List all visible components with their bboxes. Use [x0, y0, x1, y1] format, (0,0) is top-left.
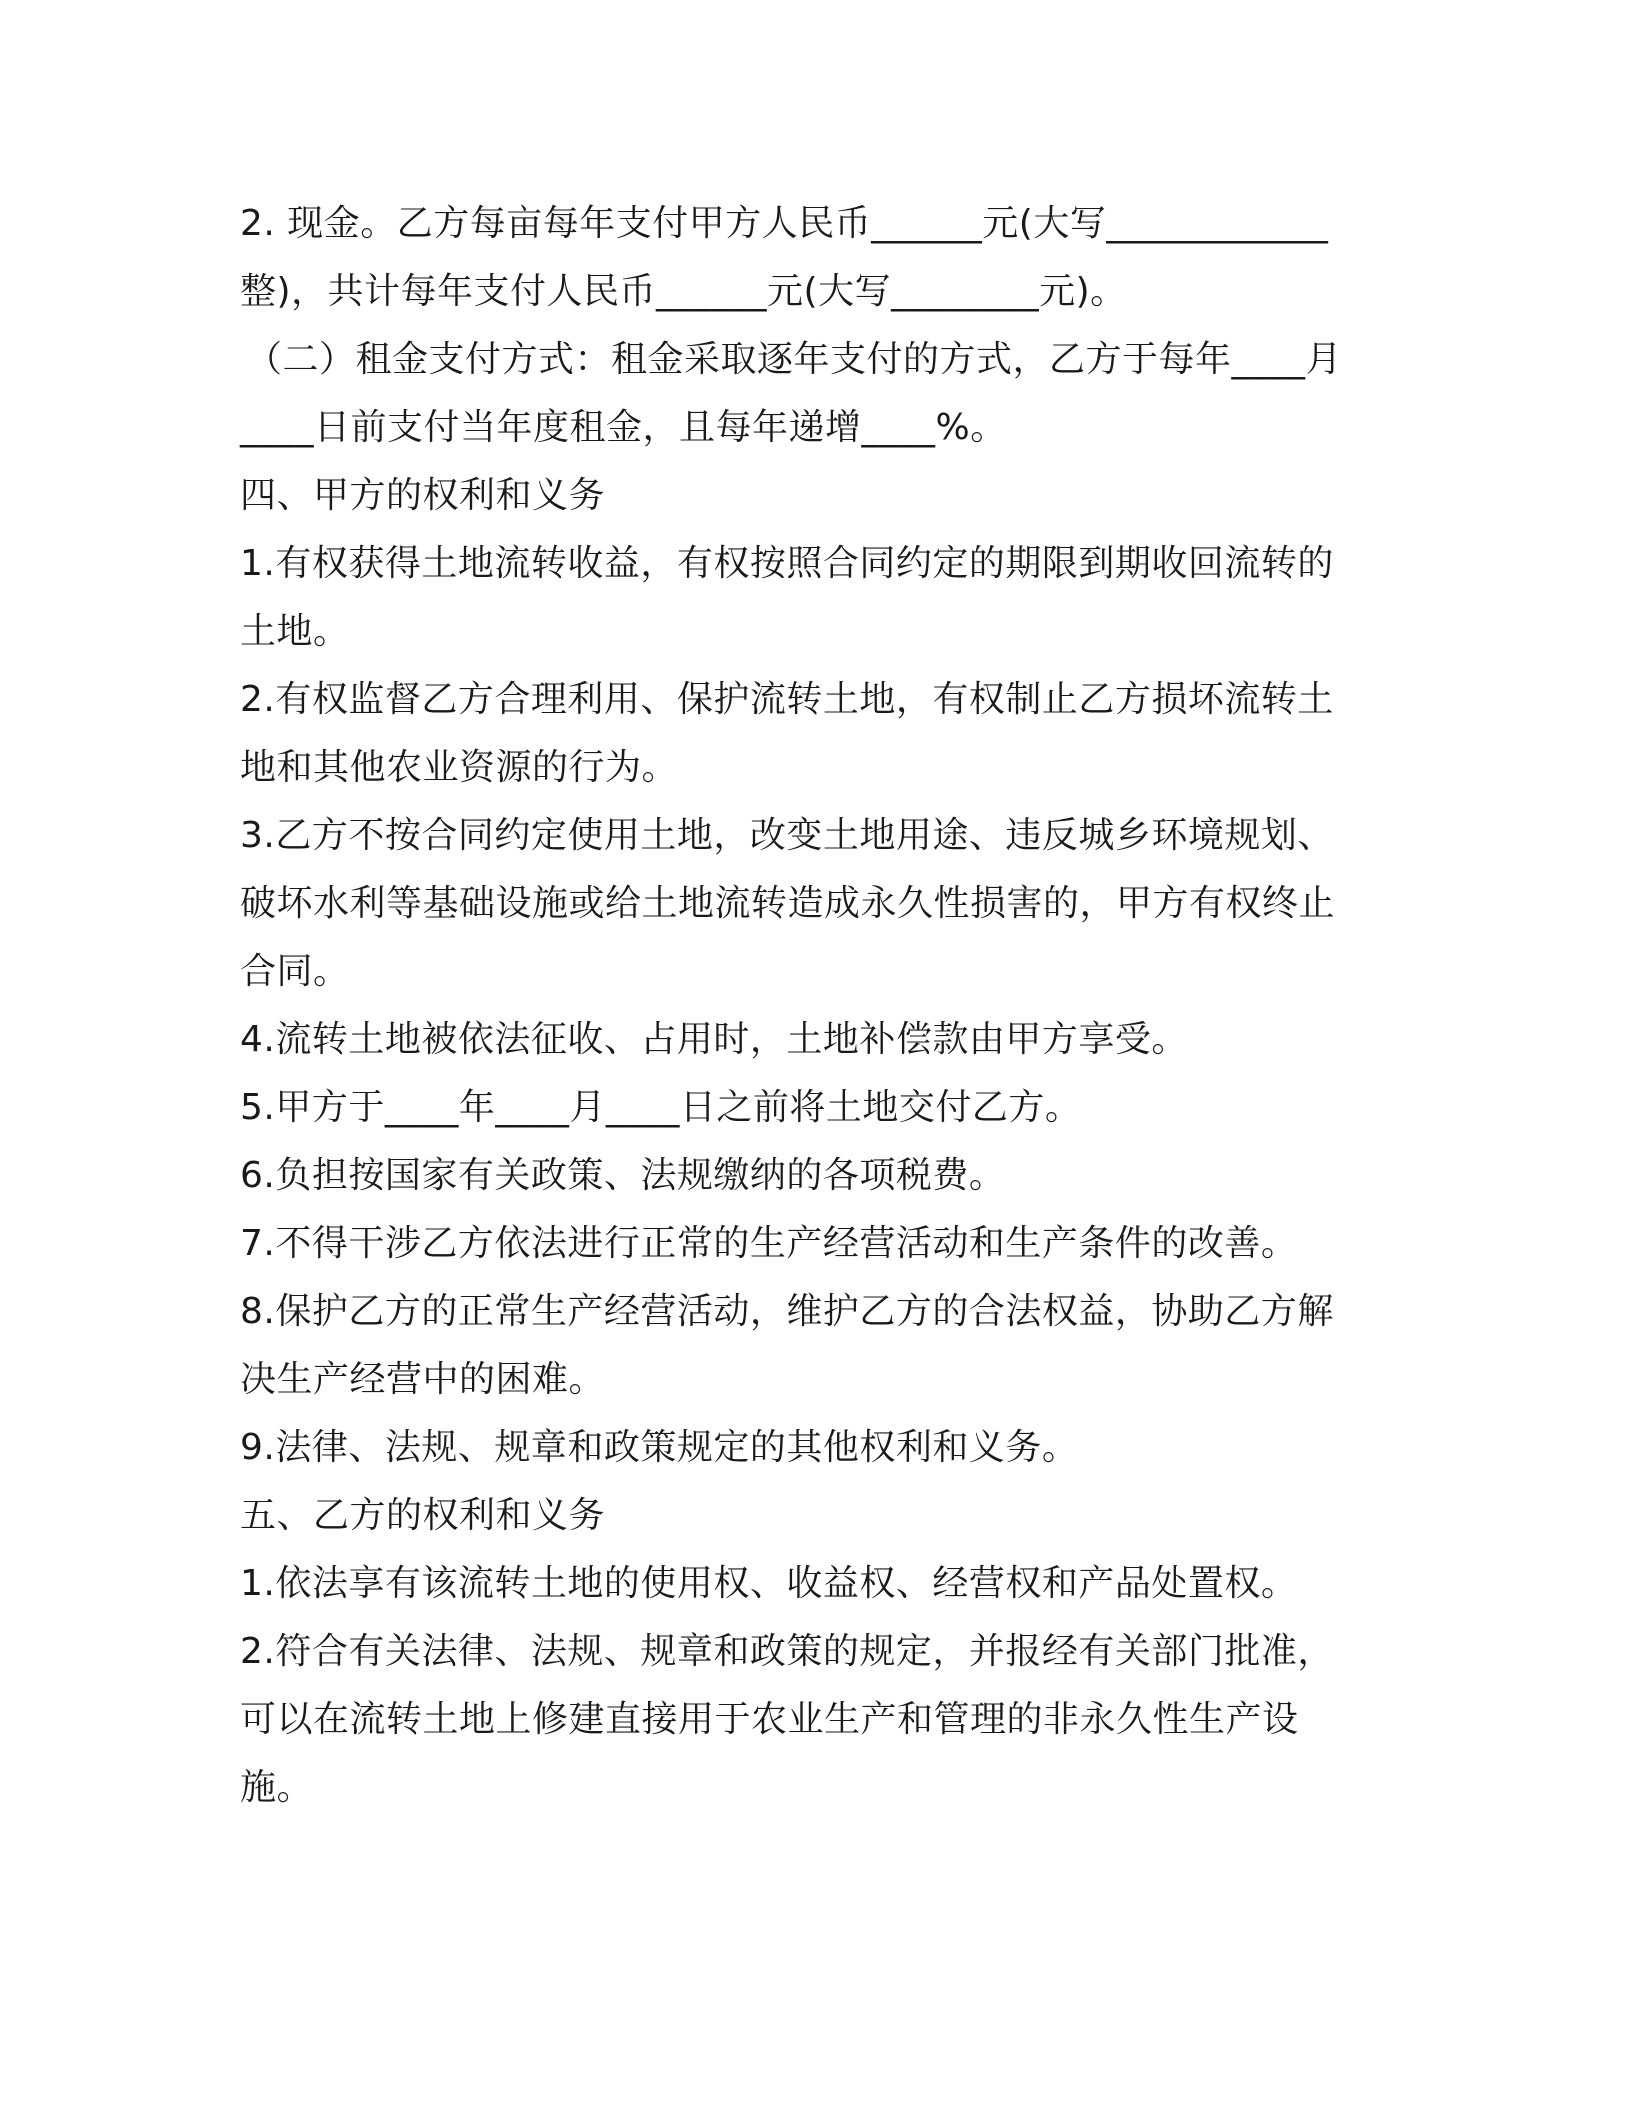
section-heading-party-a: 四、甲方的权利和义务 [240, 475, 606, 516]
party-a-item-9: 9.法律、法规、规章和政策规定的其他权利和义务。 [240, 1427, 1079, 1468]
party-a-item-8-line-1: 8.保护乙方的正常生产经营活动，维护乙方的合法权益，协助乙方解 [240, 1291, 1334, 1332]
party-a-item-2-line-1: 2.有权监督乙方合理利用、保护流转土地，有权制止乙方损坏流转土 [240, 679, 1334, 720]
payment-cash-line-1: 2. 现金。乙方每亩每年支付甲方人民币______元(大写____________ [240, 203, 1329, 244]
party-b-item-1: 1.依法享有该流转土地的使用权、收益权、经营权和产品处置权。 [240, 1563, 1298, 1604]
document-page [240, 190, 1400, 1822]
party-a-item-3-line-2: 破坏水利等基础设施或给土地流转造成永久性损害的，甲方有权终止 [240, 883, 1336, 924]
party-a-item-8-line-2: 决生产经营中的困难。 [240, 1359, 606, 1400]
payment-method-line-2: ____日前支付当年度租金，且每年递增____%。 [240, 407, 1007, 448]
party-a-item-4: 4.流转土地被依法征收、占用时，土地补偿款由甲方享受。 [240, 1019, 1188, 1060]
section-heading-party-b: 五、乙方的权利和义务 [240, 1495, 606, 1536]
party-a-item-2-line-2: 地和其他农业资源的行为。 [240, 747, 679, 788]
party-a-item-1-line-2: 土地。 [240, 611, 350, 652]
party-a-item-5: 5.甲方于____年____月____日之前将土地交付乙方。 [240, 1087, 1082, 1128]
party-b-item-2-line-1: 2.符合有关法律、法规、规章和政策的规定，并报经有关部门批准， [240, 1631, 1334, 1672]
party-a-item-3-line-3: 合同。 [240, 951, 350, 992]
party-b-item-2-line-2: 可以在流转土地上修建直接用于农业生产和管理的非永久性生产设 [240, 1699, 1299, 1740]
payment-cash-line-2: 整)，共计每年支付人民币______元(大写________元)。 [240, 271, 1127, 312]
party-a-item-7: 7.不得干涉乙方依法进行正常的生产经营活动和生产条件的改善。 [240, 1223, 1298, 1264]
party-b-item-2-line-3: 施。 [240, 1767, 314, 1808]
party-a-item-6: 6.负担按国家有关政策、法规缴纳的各项税费。 [240, 1155, 1006, 1196]
party-a-item-1-line-1: 1.有权获得土地流转收益，有权按照合同约定的期限到期收回流转的 [240, 543, 1334, 584]
payment-method-line-1: （二）租金支付方式：租金采取逐年支付的方式，乙方于每年____月 [246, 339, 1343, 380]
party-a-item-3-line-1: 3.乙方不按合同约定使用土地，改变土地用途、违反城乡环境规划、 [240, 815, 1334, 856]
